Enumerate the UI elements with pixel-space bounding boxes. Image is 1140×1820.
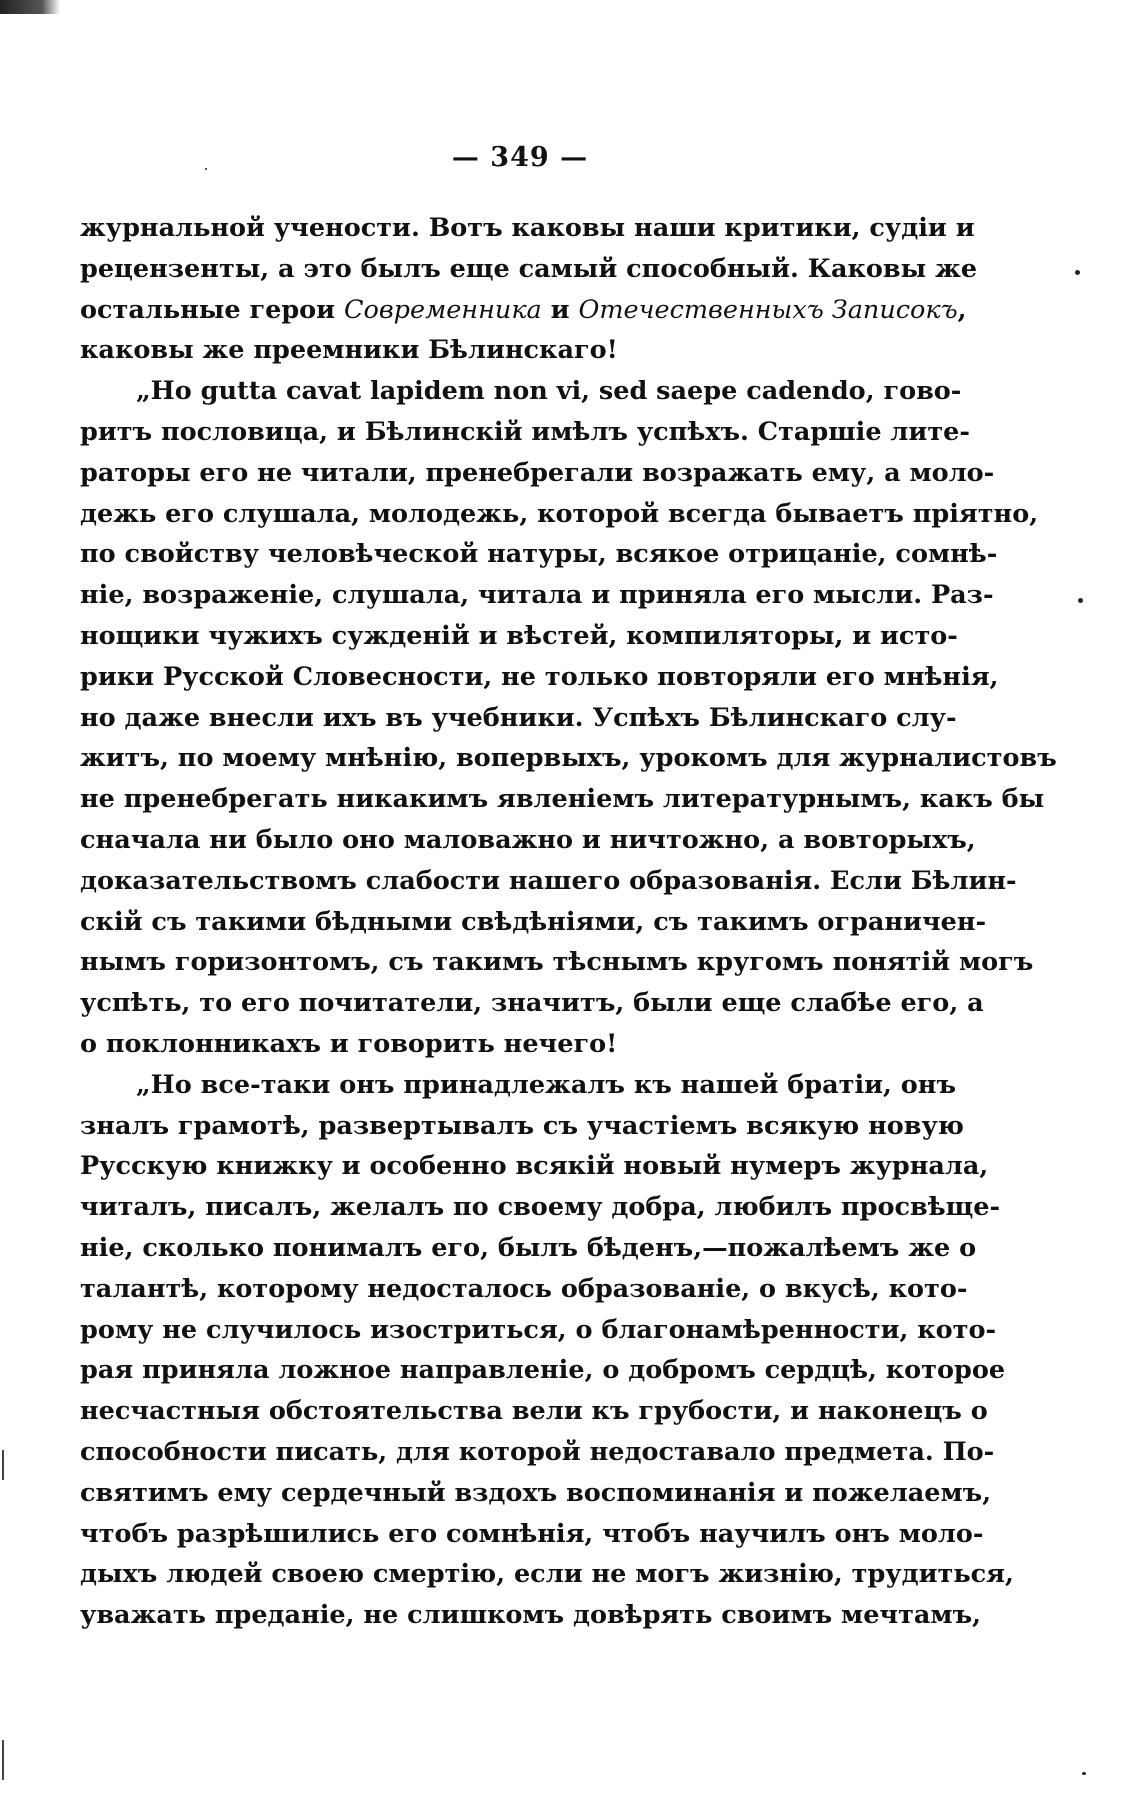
text-fragment: и <box>541 294 579 325</box>
text-line: способности писать, для которой недоставало предмета. По- <box>80 1436 995 1467</box>
text-line-with-titles <box>80 290 967 331</box>
text-line: зналъ грамотѣ, развертывалъ съ участіемъ всякую новую <box>80 1110 964 1141</box>
text-line: житъ, по моему мнѣнію, вопервыхъ, урокомъ для журналистовъ <box>80 743 1057 774</box>
journal-title-sovremennik: Современника <box>343 294 542 325</box>
text-line: нымъ горизонтомъ, съ такимъ тѣснымъ кругомъ понятій могъ <box>80 947 1034 978</box>
paragraph-start-line: „Но все-таки онъ принадлежалъ къ нашей братіи, онъ <box>136 1069 957 1100</box>
scan-speck <box>1082 1772 1086 1775</box>
text-line: ніе, возраженіе, слушала, читала и приняла его мысли. Раз- <box>80 580 994 611</box>
text-line: по свойству человѣческой натуры, всякое отрицаніе, сомнѣ- <box>80 539 998 570</box>
text-line: рики Русской Словесности, не только повторяли его мнѣнія, <box>80 661 999 692</box>
text-line: несчастныя обстоятельства вели къ грубости, и наконецъ о <box>80 1396 988 1427</box>
text-line: журнальной учености. Вотъ каковы наши критики, судіи и <box>80 213 975 243</box>
text-line: талантѣ, которому недосталось образованіе, о вкусѣ, кото- <box>80 1273 968 1304</box>
text-line: но даже внесли ихъ въ учебники. Успѣхъ Бѣлинскаго слу- <box>80 702 957 733</box>
text-line: святимъ ему сердечный вздохъ воспоминанія и пожелаемъ, <box>80 1477 992 1508</box>
text-line: нощики чужихъ сужденій и вѣстей, компиляторы, и исто- <box>80 620 958 651</box>
text-line: успѣть, то его почитатели, значитъ, были еще слабѣе его, а <box>80 988 984 1019</box>
scan-corner-smudge <box>0 0 60 14</box>
text-line: раторы его не читали, пренебрегали возражать ему, а моло- <box>80 457 995 488</box>
text-line: каковы же преемники Бѣлинскаго! <box>80 335 618 366</box>
text-line: дежь его слушала, молодежь, которой всегда бываетъ пріятно, <box>80 498 1039 529</box>
text-line: о поклонникахъ и говорить нечего! <box>80 1028 618 1059</box>
text-line: Русскую книжку и особенно всякій новый нумеръ журнала, <box>80 1151 989 1182</box>
page-number: — 349 — <box>451 142 589 173</box>
text-fragment: , <box>957 294 967 325</box>
text-line: ніе, сколько понималъ его, былъ бѣденъ,—пожалѣемъ же о <box>80 1232 977 1263</box>
paragraph-start-line: „Но gutta cavat lapidem non vi, sed saepe cadendo, гово- <box>136 376 962 407</box>
scan-edge-mark <box>2 1450 4 1480</box>
body-text <box>80 208 1057 1636</box>
text-line: уважать преданіе, не слишкомъ довѣрять своимъ мечтамъ, <box>80 1600 982 1631</box>
text-line: не пренебрегать никакимъ явленіемъ литературнымъ, какъ бы <box>80 784 1045 815</box>
text-line: читалъ, писалъ, желалъ по своему добра, любилъ просвѣще- <box>80 1192 1001 1223</box>
text-line: рая приняла ложное направленіе, о добромъ сердцѣ, которое <box>80 1355 1006 1386</box>
text-line: чтобъ разрѣшились его сомнѣнія, чтобъ научилъ онъ моло- <box>80 1518 984 1549</box>
text-line: рецензенты, а это былъ еще самый способный. Каковы же <box>80 253 978 284</box>
scan-speck <box>1075 270 1080 275</box>
text-line: ритъ пословица, и Бѣлинскій имѣлъ успѣхъ. Старшіе лите- <box>80 416 970 447</box>
text-line: доказательствомъ слабости нашего образованія. Если Бѣлин- <box>80 865 1017 896</box>
scan-speck <box>1078 598 1083 603</box>
scan-edge-mark-lower <box>2 1740 4 1780</box>
text-line: рому не случилось изостриться, о благонамѣренности, кото- <box>80 1314 997 1345</box>
text-line: скій съ такими бѣдными свѣдѣніями, съ такимъ ограничен- <box>80 906 987 937</box>
journal-title-otechestvennye-zapiski: Отечественныхъ Записокъ <box>578 294 958 325</box>
text-line: сначала ни было оно маловажно и ничтожно, а вовторыхъ, <box>80 824 976 855</box>
text-line: дыхъ людей своею смертію, если не могъ жизнію, трудиться, <box>80 1559 1014 1590</box>
text-fragment: остальные герои <box>80 294 344 325</box>
